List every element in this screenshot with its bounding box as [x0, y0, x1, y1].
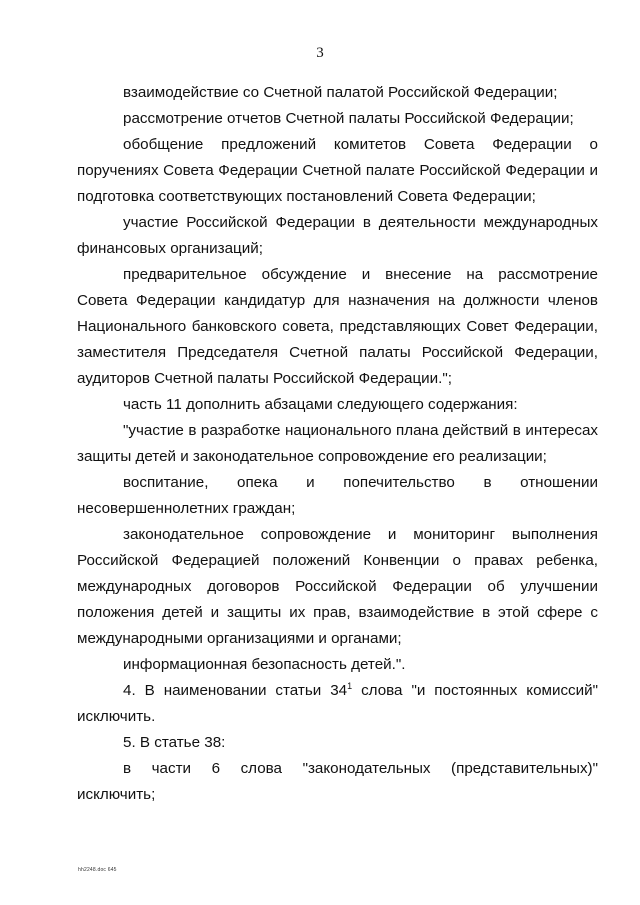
paragraph-candidates-discussion: предварительное обсуждение и внесение на рассмотрение Совета Федерации кандидатур для назначения на должности членов Национального банковского совета, представляющих Совет Федерации, заместителя Председателя Счетной палаты Российской Федерации, аудиторов Счетной палаты Российской Федерации.";	[77, 266, 598, 387]
item-4-text-before: 4. В наименовании статьи 34	[123, 682, 348, 699]
paragraph-information-security: информационная безопасность детей.".	[123, 656, 406, 673]
paragraph-item-5-part-6: в части 6 слова "законодательных (представительных)" исключить;	[77, 760, 598, 803]
paragraph-reports-review: рассмотрение отчетов Счетной палаты Российской Федерации;	[123, 110, 574, 127]
paragraph-item-4	[77, 678, 598, 730]
paragraph-accounts-chamber-interaction: взаимодействие со Счетной палатой Российской Федерации;	[123, 84, 558, 101]
item-4-superscript: 1	[347, 680, 353, 691]
document-body	[77, 80, 598, 808]
footer-document-code: hh2248.doc 645	[78, 867, 117, 873]
paragraph-committee-proposals: обобщение предложений комитетов Совета Федерации о поручениях Совета Федерации Счетной палате Российской Федерации и подготовка соответствующих постановлений Совета Федерации;	[77, 136, 598, 205]
paragraph-international-finance: участие Российской Федерации в деятельности международных финансовых организаций;	[77, 214, 598, 257]
paragraph-part-11-amendment: часть 11 дополнить абзацами следующего содержания:	[123, 396, 518, 413]
paragraph-guardianship: воспитание, опека и попечительство в отношении несовершеннолетних граждан;	[77, 474, 598, 517]
paragraph-item-5: 5. В статье 38:	[123, 734, 226, 751]
paragraph-child-protection-plan: "участие в разработке национального плана действий в интересах защиты детей и законодательное сопровождение его реализации;	[77, 422, 598, 465]
item-4-text-after: слова "и постоянных комиссий" исключить.	[77, 682, 598, 725]
paragraph-convention-monitoring: законодательное сопровождение и мониторинг выполнения Российской Федерацией положений Конвенции о правах ребенка, международных договоров Российской Федерации об улучшении положения детей и защиты их прав, взаимодействие в этой сфере с международными организациями и органами;	[77, 526, 598, 647]
page-number: 3	[316, 45, 324, 61]
